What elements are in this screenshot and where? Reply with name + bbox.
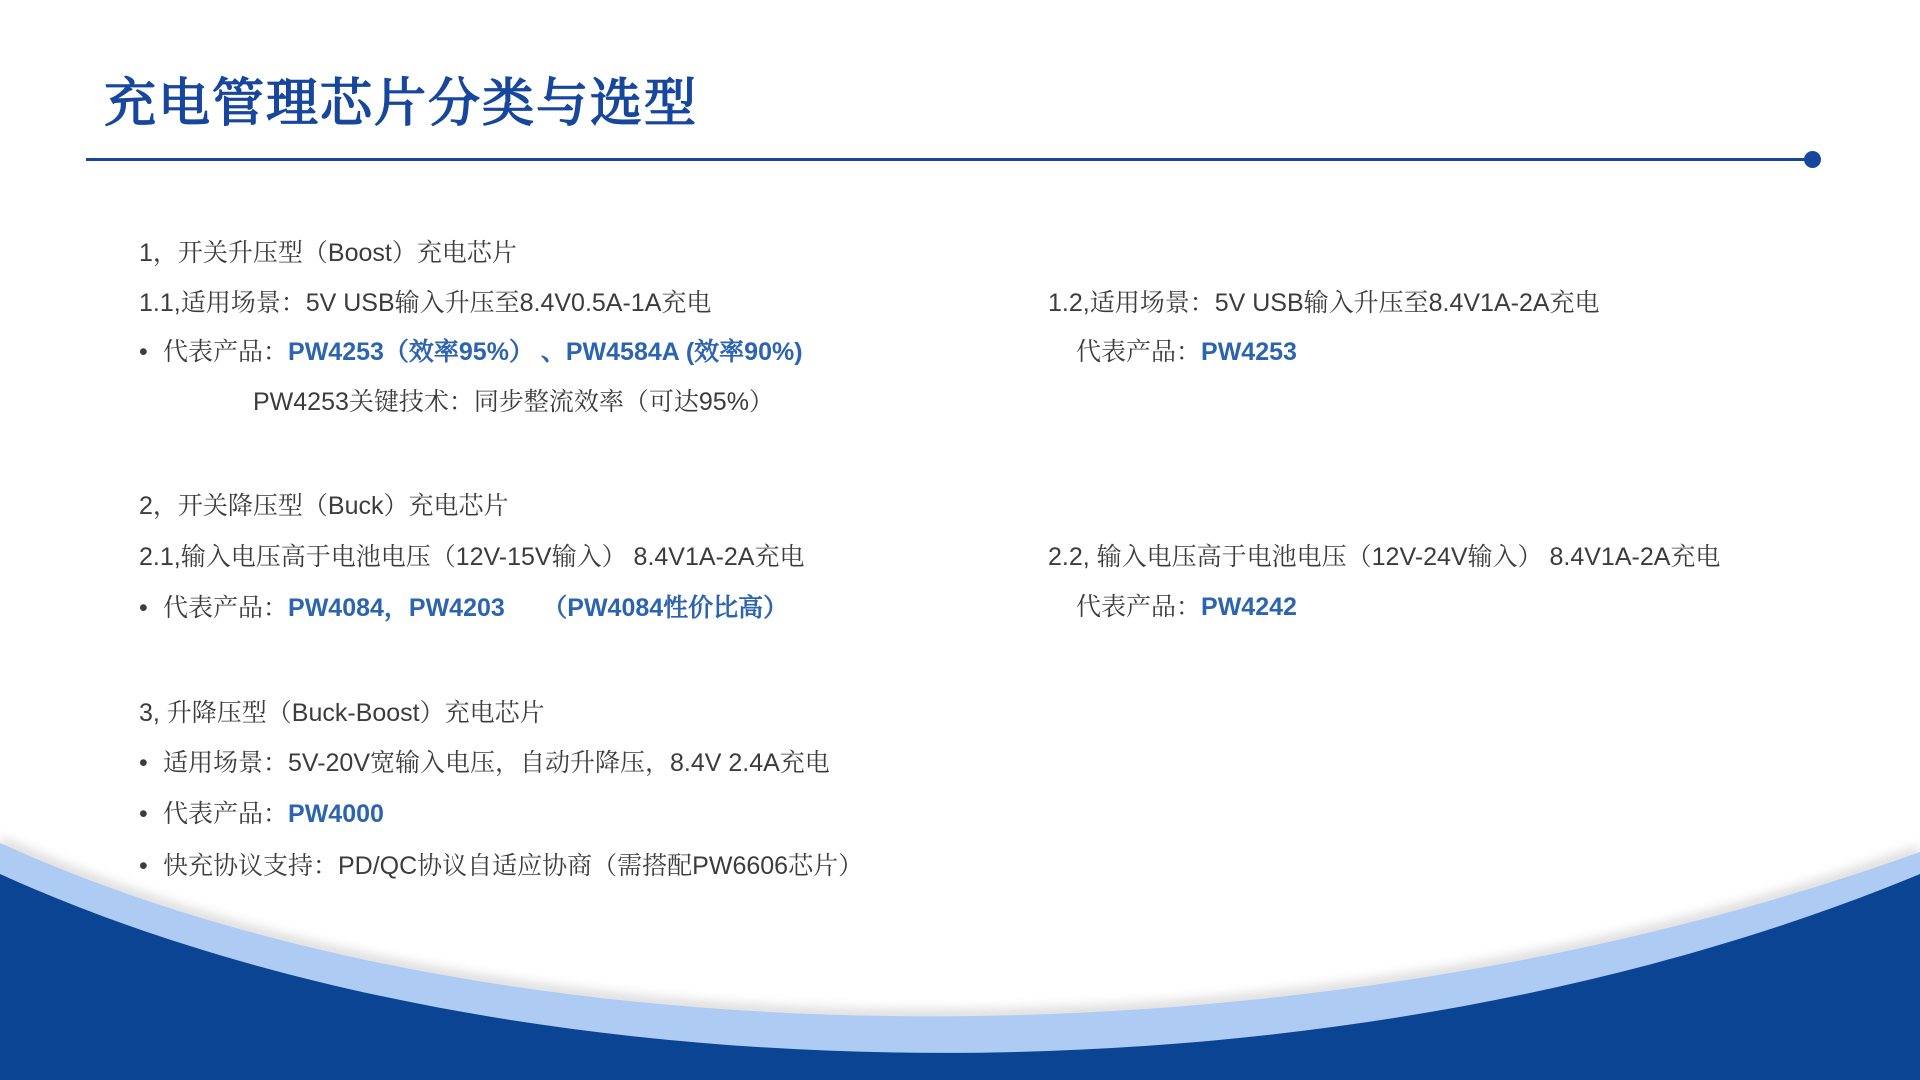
buckboost-scenario bbox=[139, 746, 830, 780]
product-label: 代表产品： bbox=[1076, 593, 1202, 621]
boost-right-scenario bbox=[1048, 286, 1600, 320]
boost-left-products bbox=[139, 335, 803, 369]
boost-right-products bbox=[1076, 335, 1297, 369]
scenario-text: 2.2, 输入电压高于电池电压（12V-24V输入） 8.4V1A-2A充电 bbox=[1048, 543, 1721, 571]
bullet-marker: • bbox=[139, 594, 148, 622]
scenario-text: 1.1,适用场景：5V USB输入升压至8.4V0.5A-1A充电 bbox=[139, 289, 712, 317]
protocol-text: 快充协议支持：PD/QC协议自适应协商（需搭配PW6606芯片） bbox=[163, 852, 864, 880]
accent-dot bbox=[1804, 151, 1821, 168]
heading-text: 3, 升降压型（Buck-Boost）充电芯片 bbox=[139, 699, 545, 727]
product-names: PW4084，PW4203 （PW4084性价比高） bbox=[288, 594, 789, 622]
heading-text: 2，开关降压型（Buck）充电芯片 bbox=[139, 492, 509, 520]
buck-right-products bbox=[1076, 590, 1297, 624]
heading-text: 1，开关升压型（Boost）充电芯片 bbox=[139, 239, 517, 267]
buck-right-scenario bbox=[1048, 540, 1720, 574]
product-names: PW4242 bbox=[1201, 593, 1297, 621]
bottom-wave-decoration bbox=[0, 780, 1920, 1080]
scenario-text: 1.2,适用场景：5V USB输入升压至8.4V1A-2A充电 bbox=[1048, 289, 1600, 317]
product-label: 代表产品： bbox=[163, 594, 289, 622]
scenario-text: 2.1,输入电压高于电池电压（12V-15V输入） 8.4V1A-2A充电 bbox=[139, 543, 805, 571]
buck-left-scenario bbox=[139, 540, 804, 574]
buck-left-products bbox=[139, 591, 788, 625]
title-underline bbox=[86, 158, 1806, 161]
product-names: PW4253 bbox=[1201, 338, 1297, 366]
tech-note-text: PW4253关键技术：同步整流效率（可达95%） bbox=[253, 388, 774, 416]
page-title: 充电管理芯片分类与选型 bbox=[104, 75, 699, 133]
section-buckboost-heading bbox=[139, 696, 545, 730]
product-label: 代表产品： bbox=[163, 800, 289, 828]
section-buck-heading bbox=[139, 489, 508, 523]
bullet-marker: • bbox=[139, 749, 148, 777]
boost-left-scenario bbox=[139, 286, 711, 320]
product-label: 代表产品： bbox=[163, 338, 289, 366]
product-label: 代表产品： bbox=[1076, 338, 1202, 366]
product-names: PW4253（效率95%） 、PW4584A (效率90%) bbox=[288, 338, 803, 366]
section-boost-heading bbox=[139, 236, 517, 270]
product-names: PW4000 bbox=[288, 800, 384, 828]
scenario-text: 适用场景：5V-20V宽输入电压，自动升降压，8.4V 2.4A充电 bbox=[163, 749, 830, 777]
bullet-marker: • bbox=[139, 338, 148, 366]
boost-tech-note bbox=[253, 385, 774, 419]
bullet-marker: • bbox=[139, 852, 148, 880]
bullet-marker: • bbox=[139, 800, 148, 828]
